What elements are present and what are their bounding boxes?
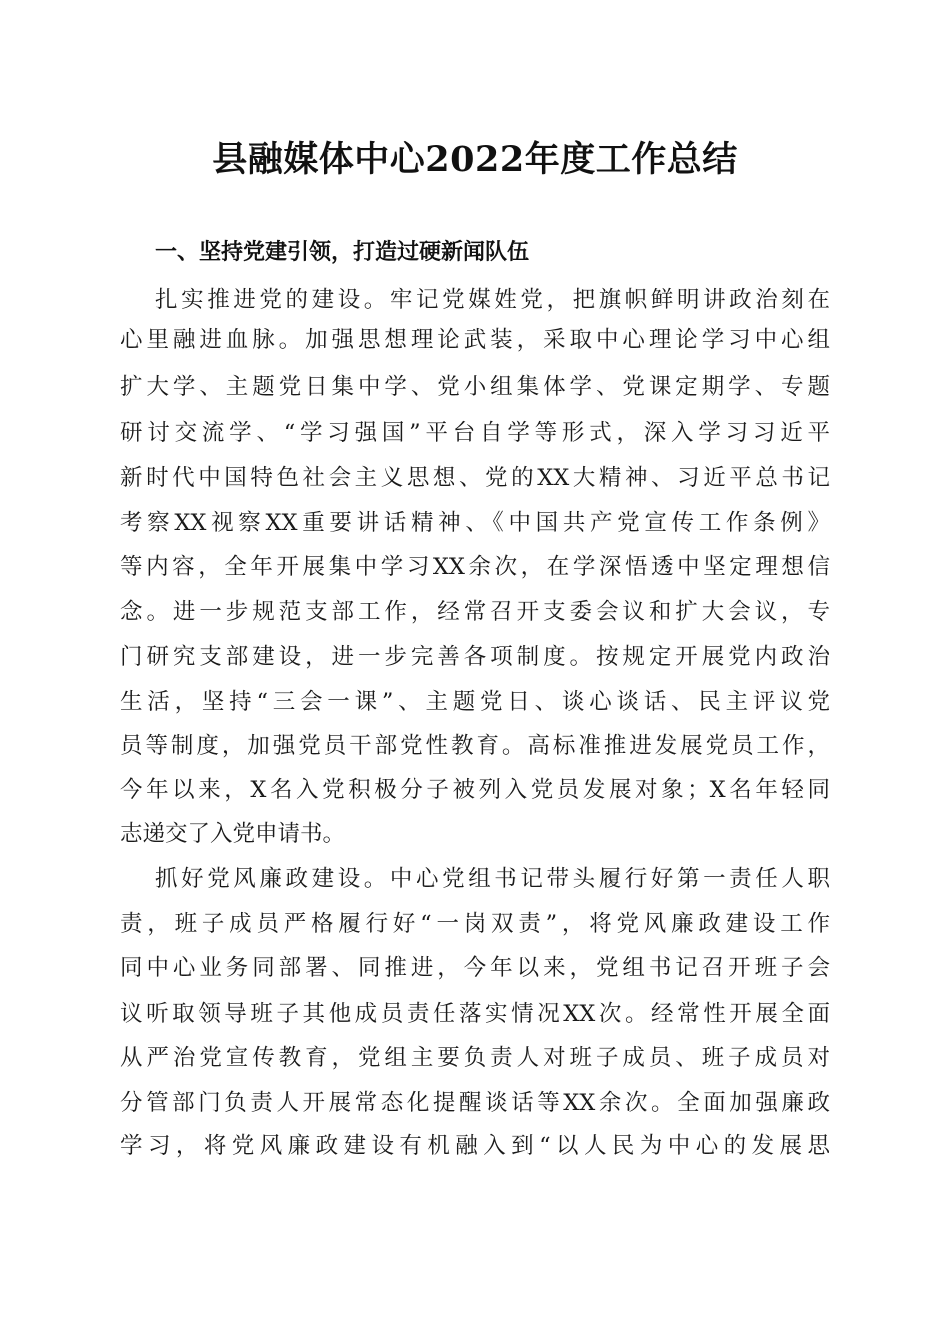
- paragraph-line: 员等制度，加强党员干部党性教育。高标准推进发展党员工作，: [120, 733, 830, 759]
- paragraph-line: 研讨交流学、“学习强国”平台自学等形式，深入学习习近平: [120, 420, 830, 446]
- paragraph-line: 念。进一步规范支部工作，经常召开支委会议和扩大会议，专: [120, 599, 830, 625]
- paragraph-line: 扩大学、主题党日集中学、党小组集体学、党课定期学、专题: [120, 374, 830, 400]
- paragraph-line: 学习，将党风廉政建设有机融入到“以人民为中心的发展思: [120, 1133, 830, 1159]
- paragraph-line: 抓好党风廉政建设。中心党组书记带头履行好第一责任人职: [155, 866, 830, 892]
- paragraph-line: 等内容，全年开展集中学习XX余次，在学深悟透中坚定理想信: [120, 554, 830, 580]
- paragraph-line: 分管部门负责人开展常态化提醒谈话等XX余次。全面加强廉政: [120, 1090, 830, 1116]
- paragraph-line: 议听取领导班子其他成员责任落实情况XX次。经常性开展全面: [120, 1001, 830, 1027]
- paragraph-line: 责，班子成员严格履行好“一岗双责”，将党风廉政建设工作: [120, 911, 830, 937]
- paragraph-line: 生活，坚持“三会一课”、主题党日、谈心谈话、民主评议党: [120, 689, 830, 715]
- paragraph-line: 新时代中国特色社会主义思想、党的XX大精神、习近平总书记: [120, 465, 830, 491]
- paragraph-line: 志递交了入党申请书。: [120, 821, 346, 847]
- document-title: 县融媒体中心2022年度工作总结: [212, 139, 738, 180]
- paragraph-line: 今年以来，X名入党积极分子被列入党员发展对象；X名年轻同: [120, 777, 830, 803]
- paragraph-line: 从严治党宣传教育，党组主要负责人对班子成员、班子成员对: [120, 1045, 830, 1071]
- paragraph-line: 同中心业务同部署、同推进，今年以来，党组书记召开班子会: [120, 955, 830, 981]
- paragraph-line: 心里融进血脉。加强思想理论武装，采取中心理论学习中心组: [120, 327, 830, 353]
- paragraph-line: 扎实推进党的建设。牢记党媒姓党，把旗帜鲜明讲政治刻在: [155, 287, 830, 313]
- paragraph-line: 门研究支部建设，进一步完善各项制度。按规定开展党内政治: [120, 644, 830, 670]
- paragraph-line: 考察XX视察XX重要讲话精神、《中国共产党宣传工作条例》: [120, 510, 830, 536]
- section-heading: 一、坚持党建引领，打造过硬新闻队伍: [155, 240, 530, 265]
